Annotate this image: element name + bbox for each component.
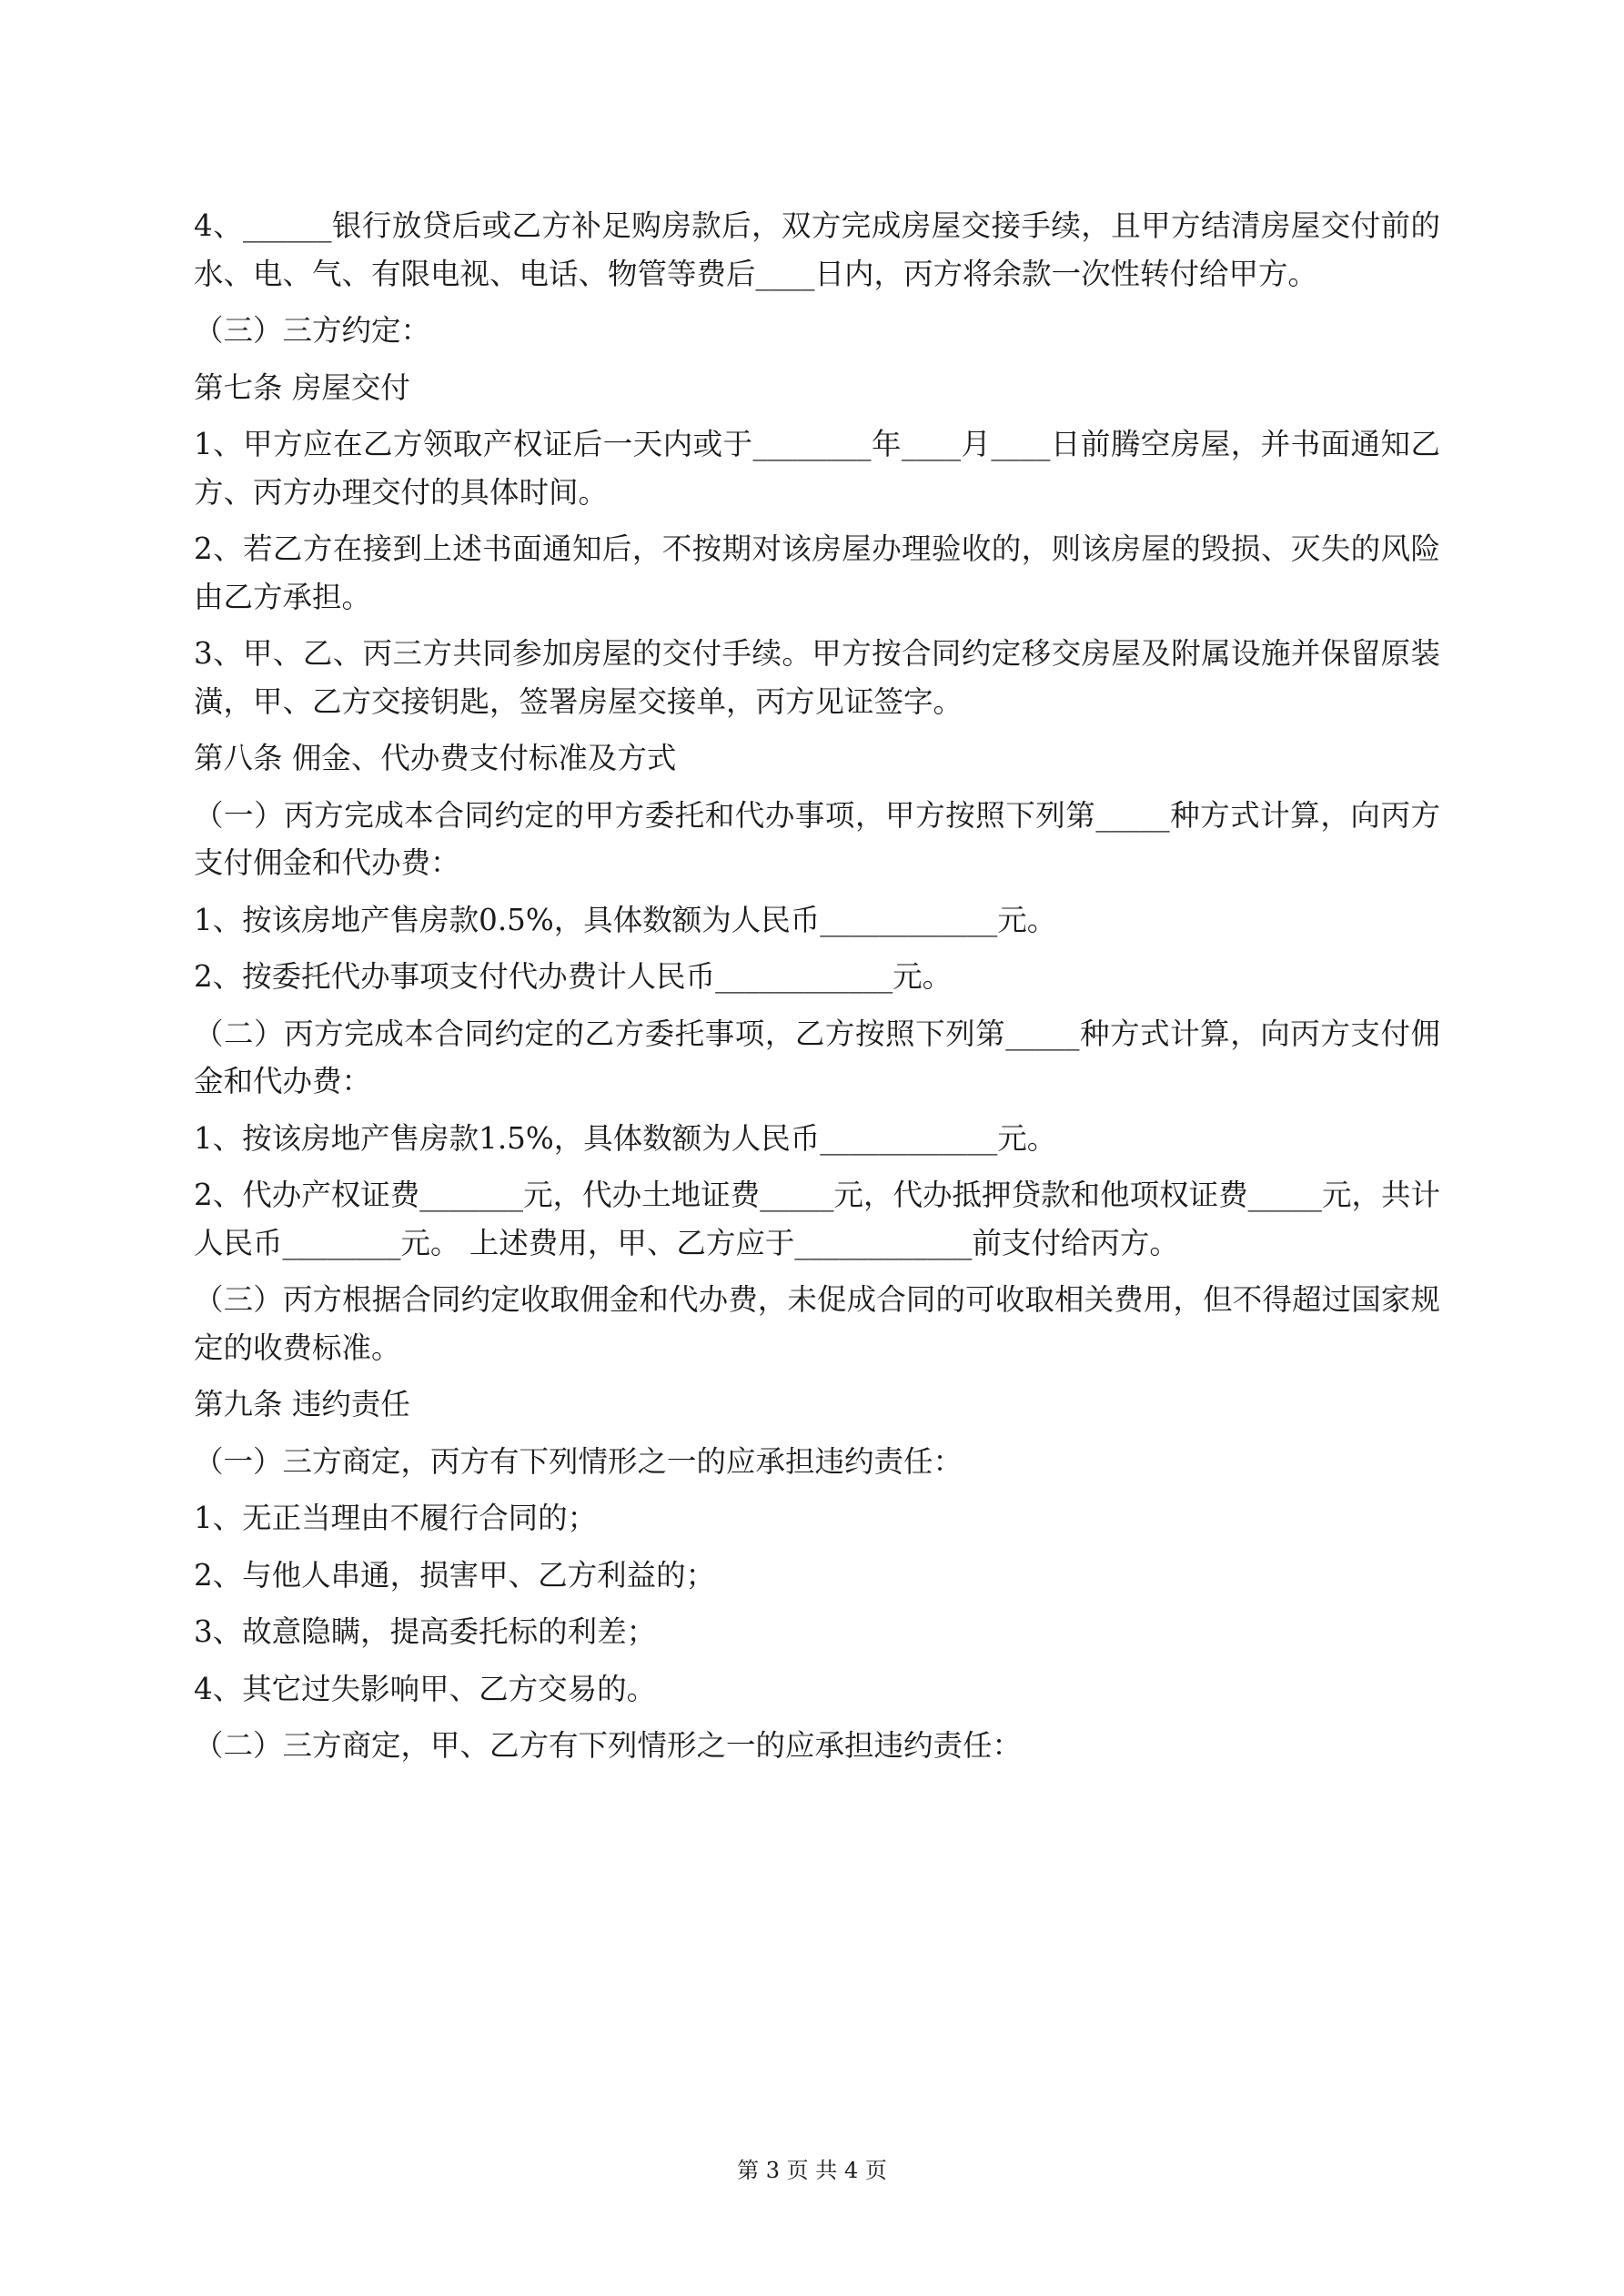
article-7-item-2: 2、若乙方在接到上述书面通知后，不按期对该房屋办理验收的，则该房屋的毁损、灭失的风险由乙方承担。 bbox=[194, 531, 1440, 614]
article-9-section-1-item-1: 1、无正当理由不履行合同的； bbox=[194, 1501, 598, 1535]
article-8-section-2: （二）丙方完成本合同约定的乙方委托事项，乙方按照下列第_____种方式计算，向丙方支付佣金和代办费： bbox=[194, 1016, 1440, 1098]
article-8-section-3: （三）丙方根据合同约定收取佣金和代办费，未促成合同的可收取相关费用，但不得超过国家规定的收费标准。 bbox=[194, 1282, 1440, 1365]
document-body bbox=[194, 202, 1440, 1779]
article-8-section-1-item-2: 2、按委托代办事项支付代办费计人民币____________元。 bbox=[194, 959, 953, 994]
article-9-heading: 第九条 违约责任 bbox=[194, 1387, 410, 1421]
article-8-section-1: （一）丙方完成本合同约定的甲方委托和代办事项，甲方按照下列第_____种方式计算，向丙方支付佣金和代办费： bbox=[194, 797, 1440, 880]
article-9-section-1: （一）三方商定，丙方有下列情形之一的应承担违约责任： bbox=[194, 1443, 963, 1479]
article-8-heading: 第八条 佣金、代办费支付标准及方式 bbox=[194, 741, 677, 775]
article-9-section-1-item-2: 2、与他人串通，损害甲、乙方利益的； bbox=[194, 1557, 716, 1593]
article-8-section-2-item-1: 1、按该房地产售房款1.5%，具体数额为人民币____________元。 bbox=[194, 1120, 1057, 1156]
clause-7-4-paragraph: 4、______银行放贷后或乙方补足购房款后，双方完成房屋交接手续，且甲方结清房屋交付前的水、电、气、有限电视、电话、物管等费后____日内，丙方将余款一次性转付给甲方。 bbox=[194, 208, 1440, 291]
page-number-label: 第 3 页 共 4 页 bbox=[737, 2158, 887, 2183]
article-9-section-1-item-4: 4、其它过失影响甲、乙方交易的。 bbox=[194, 1671, 657, 1706]
article-7-item-3: 3、甲、乙、丙三方共同参加房屋的交付手续。甲方按合同约定移交房屋及附属设施并保留原装潢，甲、乙方交接钥匙，签署房屋交接单，丙方见证签字。 bbox=[194, 636, 1440, 719]
article-7-heading: 第七条 房屋交付 bbox=[194, 369, 410, 405]
article-9-section-1-item-3: 3、故意隐瞒，提高委托标的利差； bbox=[194, 1614, 657, 1649]
article-7-item-1: 1、甲方应在乙方领取产权证后一天内或于________年____月____日前腾空房屋，并书面通知乙方、丙方办理交付的具体时间。 bbox=[194, 427, 1440, 510]
page-footer bbox=[0, 2157, 1624, 2184]
three-party-agreement-subheading: （三）三方约定： bbox=[194, 313, 431, 348]
article-8-section-1-item-1: 1、按该房地产售房款0.5%，具体数额为人民币____________元。 bbox=[194, 902, 1057, 937]
article-9-section-2: （二）三方商定，甲、乙方有下列情形之一的应承担违约责任： bbox=[194, 1728, 1023, 1763]
article-8-section-2-item-2: 2、代办产权证费_______元，代办土地证费_____元，代办抵押贷款和他项权证费_____元，共计人民币________元。 上述费用，甲、乙方应于____________前支付给丙方。 bbox=[194, 1178, 1440, 1260]
